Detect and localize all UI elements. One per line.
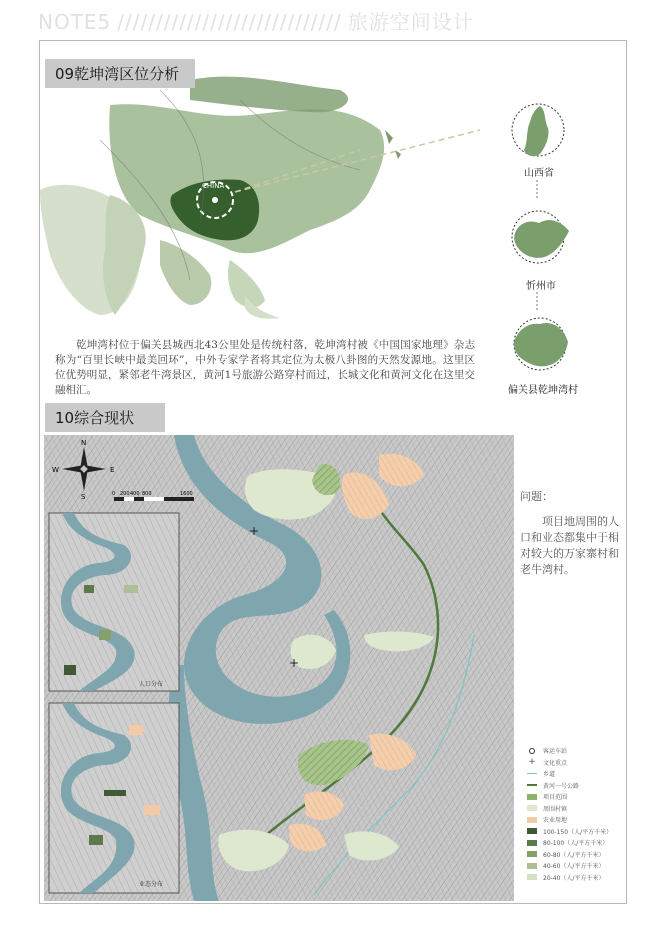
compass-n: N <box>81 439 87 447</box>
pianguan-county-locator <box>508 312 572 374</box>
location-description: 乾坤湾村位于偏关县城西北43公里处是传统村落，乾坤湾村被《中国国家地理》杂志称为“百里长峡中最美回环”，中外专家学者将其定位为太极八卦图的天然发源地。这里区位优势明显，紧邻老牛湾景区，黄河1号旅游公路穿村而过，长城文化和黄河文化在这里交融相汇。 <box>55 339 475 396</box>
legend-label: 黄河一号公路 <box>543 782 580 790</box>
scale-800: 800 <box>142 491 152 497</box>
level-label-village: 偏关县乾坤湾村 <box>508 385 578 396</box>
compass-e: E <box>110 466 115 474</box>
legend-item <box>527 872 627 884</box>
legend-item <box>527 791 627 803</box>
color-swatch <box>527 805 537 811</box>
legend-item <box>527 780 627 792</box>
legend-label: 农业用地 <box>543 817 568 825</box>
shanxi-province-locator <box>510 100 566 162</box>
circle-icon <box>529 748 535 754</box>
scale-400: 400 <box>130 491 140 497</box>
color-swatch <box>527 874 537 880</box>
cross-marker: + <box>289 656 300 670</box>
color-swatch <box>527 851 537 857</box>
legend-label: 100-150（人/平方千米） <box>543 828 613 836</box>
legend-label: 项目范围 <box>543 794 568 802</box>
legend-item <box>527 757 627 769</box>
legend-item <box>527 837 627 849</box>
problem-text: 项目地周围的人口和业态都集中于相对较大的万家寨村和老牛湾村。 <box>520 515 619 576</box>
color-swatch <box>527 840 537 846</box>
legend-label: 客运车站 <box>543 748 568 756</box>
xinzhou-city-locator <box>505 205 575 265</box>
inset-population-map <box>49 513 179 691</box>
china-map-label: CHINA <box>202 182 225 190</box>
asia-location-map <box>40 60 500 320</box>
legend-item <box>527 745 627 757</box>
section-10-title: 10综合现状 <box>45 403 165 432</box>
color-swatch <box>527 863 537 869</box>
page-header <box>38 6 480 36</box>
compass-w: W <box>52 466 59 474</box>
legend-label: 乡道 <box>543 771 556 779</box>
legend-label: 80-100（人/平方千米） <box>543 840 609 848</box>
connector-dots-2 <box>536 292 540 310</box>
legend-label: 40-60（人/平方千米） <box>543 863 605 871</box>
scale-200: 200 <box>120 491 130 497</box>
section-09-title: 09乾坤湾区位分析 <box>45 59 195 88</box>
scale-0: 0 <box>112 491 116 497</box>
legend-item <box>527 849 627 861</box>
line-symbol <box>527 773 537 774</box>
level-label-city: 忻州市 <box>526 281 556 292</box>
compass-s: S <box>81 493 86 501</box>
color-swatch <box>527 817 537 823</box>
inset-population-label: 人口分布 <box>139 681 164 688</box>
legend-item <box>527 814 627 826</box>
legend-label: 20-40（人/平方千米） <box>543 874 605 882</box>
legend-item <box>527 826 627 838</box>
connector-dots-1 <box>536 180 540 198</box>
problem-title: 问题： <box>520 490 553 503</box>
color-swatch <box>527 828 537 834</box>
legend-label: 文化重点 <box>543 759 568 767</box>
scale-1600: 1600 <box>180 491 193 497</box>
inset-industry-map <box>49 703 179 893</box>
map-legend <box>527 745 627 883</box>
legend-label: 周围村镇 <box>543 805 568 813</box>
cross-icon: + <box>528 757 536 768</box>
inset-industry-label: 业态分布 <box>139 881 164 888</box>
legend-item <box>527 768 627 780</box>
legend-item <box>527 860 627 872</box>
site-status-map <box>44 435 514 901</box>
cross-marker: + <box>249 524 260 538</box>
header-title: 旅游空间设计 <box>347 10 474 34</box>
legend-item <box>527 803 627 815</box>
level-label-province: 山西省 <box>524 168 554 179</box>
legend-label: 60-80（人/平方千米） <box>543 851 605 859</box>
color-swatch <box>527 794 537 800</box>
note-number: NOTE5 <box>38 10 112 34</box>
line-symbol <box>527 784 537 786</box>
header-slashes: ///////////////////////////// <box>117 10 342 34</box>
